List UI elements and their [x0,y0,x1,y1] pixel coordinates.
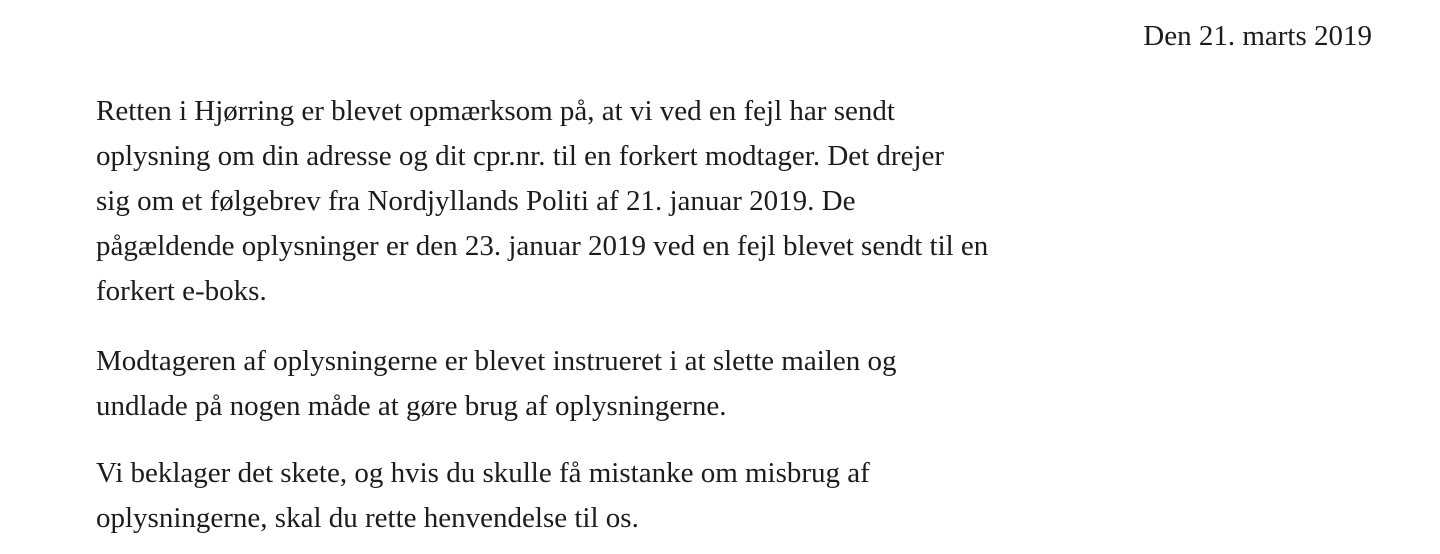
letter-date: Den 21. marts 2019 [1143,20,1372,52]
paragraph-line: oplysning om din adresse og dit cpr.nr. til en forkert modtager. Det drejer [96,140,945,172]
paragraph-line: forkert e-boks. [96,275,267,307]
paragraph-line: Vi beklager det skete, og hvis du skulle få mistanke om misbrug af [96,457,870,489]
paragraph-line: oplysningerne, skal du rette henvendelse til os. [96,502,639,534]
paragraph-line: undlade på nogen måde at gøre brug af oplysningerne. [96,390,727,422]
paragraph-recipient-instructed [96,339,896,429]
paragraph-error-notice [96,89,988,314]
paragraph-line: Modtageren af oplysningerne er blevet instrueret i at slette mailen og [96,345,897,377]
paragraph-line: Retten i Hjørring er blevet opmærksom på, at vi ved en fejl har sendt [96,95,895,127]
paragraph-line: pågældende oplysninger er den 23. januar 2019 ved en fejl blevet sendt til en [96,230,989,262]
paragraph-line: sig om et følgebrev fra Nordjyllands Politi af 21. januar 2019. De [96,185,856,217]
paragraph-apology [96,451,870,541]
